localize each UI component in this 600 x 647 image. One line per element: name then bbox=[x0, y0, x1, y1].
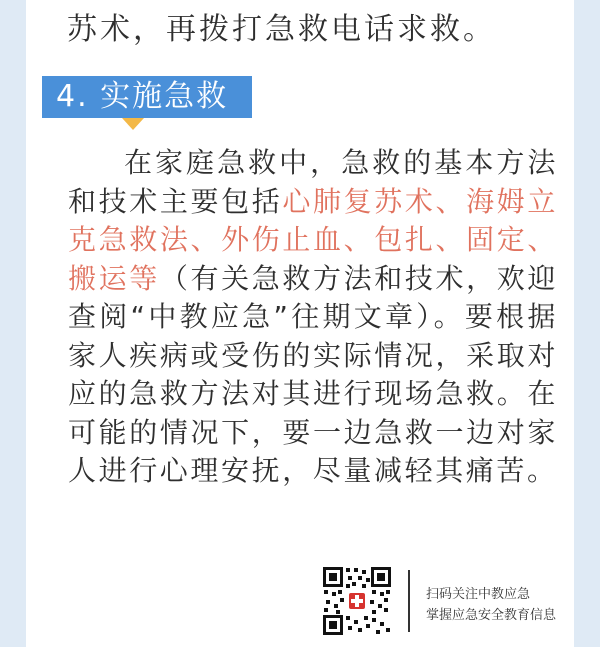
section-heading: 4. 实施急救 bbox=[42, 76, 252, 118]
left-border bbox=[0, 0, 26, 647]
footer bbox=[26, 560, 574, 640]
body-paragraph bbox=[68, 144, 558, 491]
article-content bbox=[26, 0, 574, 647]
previous-paragraph-tail: 苏术，再拨打急救电话求救。 bbox=[67, 12, 496, 47]
right-border bbox=[574, 0, 600, 647]
qr-code-icon[interactable] bbox=[322, 566, 392, 636]
heading-arrow-icon bbox=[122, 118, 144, 130]
body-highlight: 心肺复苏术、海姆立克急救法、外伤止血、包扎、固定、搬运等 bbox=[68, 184, 559, 295]
footer-divider bbox=[408, 570, 410, 632]
body-text-after: （有关急救方法和技术，欢迎查阅“中教应急”往期文章）。要根据家人疾病或受伤的实际情况，采取对应的急救方法对其进行现场急救。在可能的情况下，要一边急救一边对家人进行心理安抚，尽量减轻其痛苦。 bbox=[68, 261, 558, 487]
footer-follow-text: 扫码关注中教应急 bbox=[426, 587, 531, 602]
body-text-before: 在家庭急救中，急救的基本方法和技术主要包括 bbox=[68, 146, 558, 218]
footer-info-text: 掌握应急安全教育信息 bbox=[426, 608, 557, 623]
